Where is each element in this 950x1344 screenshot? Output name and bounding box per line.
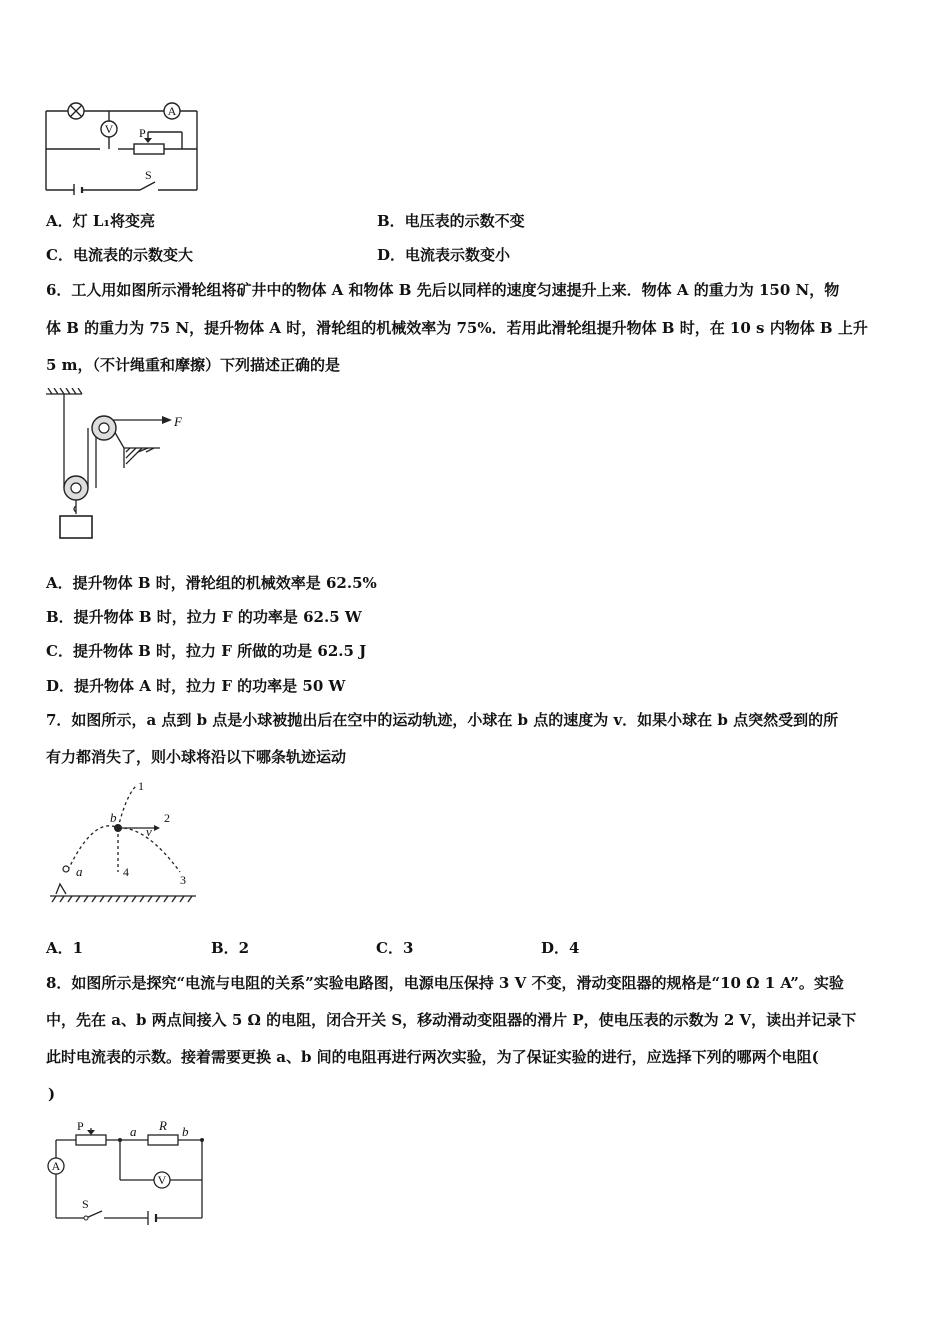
point-a-label: a: [76, 864, 83, 879]
q6-stem-line3: 5 m，（不计绳重和摩擦）下列描述正确的是: [46, 356, 341, 374]
voltmeter-label: V: [104, 122, 114, 136]
trajectory-4-label: 4: [123, 865, 129, 879]
q5-circuit-diagram: [40, 95, 205, 195]
resistor-label: R: [159, 1118, 167, 1133]
q7-trajectory-diagram: [46, 776, 201, 906]
velocity-label: v: [146, 824, 152, 839]
q8-stem-line2: 中，先在 a、b 两点间接入 5 Ω 的电阻，闭合开关 S，移动滑动变阻器的滑片 P，使电压表的示数为 2 V，读出并记录下: [46, 1011, 857, 1029]
q6-option-a: A．提升物体 B 时，滑轮组的机械效率是 62.5%: [46, 574, 377, 592]
point-b-label: b: [110, 810, 117, 825]
trajectory-2-label: 2: [164, 811, 170, 825]
slider-label: P: [139, 126, 146, 140]
q8-circuit-diagram: [40, 1112, 215, 1227]
q5-option-d: D．电流表示数变小: [377, 246, 511, 264]
q6-stem-line1: 6．工人用如图所示滑轮组将矿井中的物体 A 和物体 B 先后以同样的速度匀速提升上来．物体 A 的重力为 150 N，物: [46, 281, 840, 299]
q8-stem-line3: 此时电流表的示数。接着需要更换 a、b 间的电阻再进行两次实验，为了保证实验的进行，应选择下列的哪两个电阻(: [46, 1048, 819, 1066]
q6-option-d: D．提升物体 A 时，拉力 F 的功率是 50 W: [46, 677, 346, 695]
point-b-label: b: [182, 1124, 189, 1139]
q7-option-c: C．3: [376, 939, 414, 957]
q7-option-a: A．1: [46, 939, 84, 957]
q5-option-b: B．电压表的示数不变: [377, 212, 525, 230]
q7-stem-line1: 7．如图所示，a 点到 b 点是小球被抛出后在空中的运动轨迹，小球在 b 点的速度为 v．如果小球在 b 点突然受到的所: [46, 711, 839, 729]
q5-option-c: C．电流表的示数变大: [46, 246, 193, 264]
trajectory-3-label: 3: [180, 873, 186, 887]
q7-stem-line2: 有力都消失了，则小球将沿以下哪条轨迹运动: [46, 748, 347, 766]
slider-label: P: [77, 1119, 84, 1133]
switch-label: S: [82, 1197, 89, 1211]
q6-option-b: B．提升物体 B 时，拉力 F 的功率是 62.5 W: [46, 608, 362, 626]
q8-stem-line1: 8．如图所示是探究“电流与电阻的关系”实验电路图，电源电压保持 3 V 不变，滑动变阻器的规格是“10 Ω 1 A”。实验: [46, 974, 844, 992]
point-a-label: a: [130, 1124, 137, 1139]
trajectory-1-label: 1: [138, 779, 144, 793]
q6-stem-line2: 体 B 的重力为 75 N，提升物体 A 时，滑轮组的机械效率为 75%．若用此滑轮组提升物体 B 时，在 10 s 内物体 B 上升: [46, 319, 868, 337]
q7-option-b: B．2: [211, 939, 250, 957]
ammeter-label: A: [51, 1159, 61, 1173]
q6-pulley-diagram: [42, 388, 202, 548]
q8-stem-line4: ): [48, 1085, 56, 1103]
q5-option-a: A．灯 L₁将变亮: [46, 212, 155, 230]
voltmeter-label: V: [157, 1173, 167, 1187]
force-label: F: [174, 414, 182, 429]
ammeter-label: A: [167, 104, 177, 118]
q7-option-d: D．4: [541, 939, 580, 957]
switch-label: S: [145, 168, 152, 182]
q6-option-c: C．提升物体 B 时，拉力 F 所做的功是 62.5 J: [46, 642, 367, 660]
